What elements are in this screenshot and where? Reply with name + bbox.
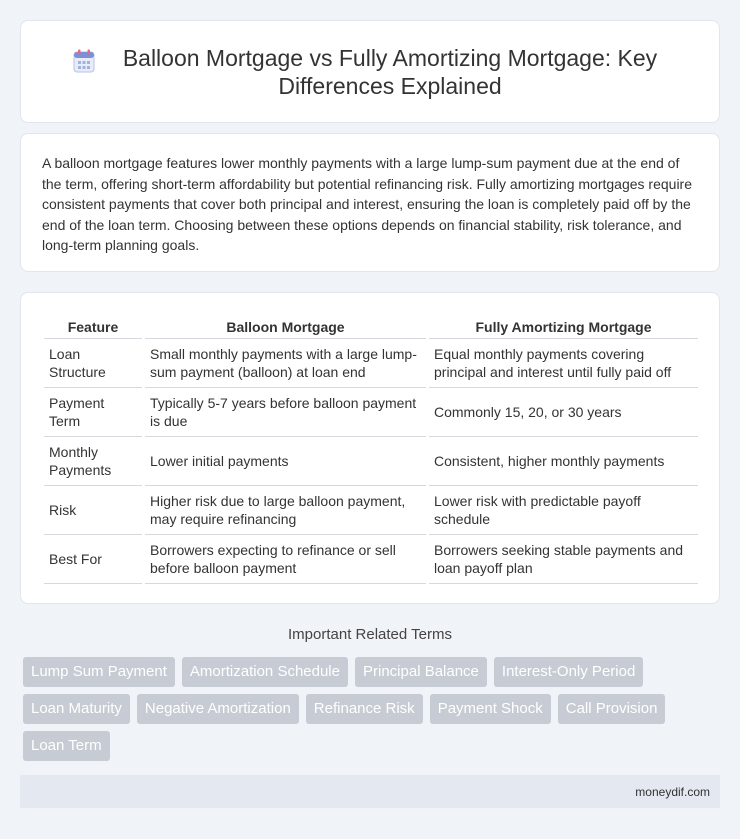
related-term-tag[interactable]: Payment Shock (430, 694, 551, 724)
amortizing-cell: Commonly 15, 20, or 30 years (429, 387, 698, 436)
header-amortizing: Fully Amortizing Mortgage (429, 314, 698, 338)
related-term-tag[interactable]: Lump Sum Payment (23, 657, 175, 687)
related-term-tag[interactable]: Amortization Schedule (182, 657, 348, 687)
footer (20, 775, 720, 808)
title-card (20, 20, 720, 123)
balloon-cell: Small monthly payments with a large lump-sum payment (balloon) at loan end (145, 338, 426, 387)
related-terms-heading: Important Related Terms (288, 626, 452, 643)
amortizing-cell: Consistent, higher monthly payments (429, 436, 698, 485)
table-row (44, 436, 698, 485)
related-term-tag[interactable]: Refinance Risk (306, 694, 423, 724)
feature-cell: Loan Structure (44, 338, 142, 387)
balloon-cell: Borrowers expecting to refinance or sell before balloon payment (145, 534, 426, 583)
related-term-tag[interactable]: Negative Amortization (137, 694, 299, 724)
related-term-tag[interactable]: Interest-Only Period (494, 657, 643, 687)
related-term-tag[interactable]: Loan Term (23, 731, 110, 761)
header-feature: Feature (44, 314, 142, 338)
amortizing-cell: Borrowers seeking stable payments and loan payoff plan (429, 534, 698, 583)
footer-site-name[interactable]: moneydif.com (635, 785, 710, 799)
table-header-row (44, 314, 698, 338)
feature-cell: Monthly Payments (44, 436, 142, 485)
feature-cell: Risk (44, 485, 142, 534)
amortizing-cell: Equal monthly payments covering principal and interest until fully paid off (429, 338, 698, 387)
comparison-table-card (20, 292, 720, 604)
header-balloon: Balloon Mortgage (145, 314, 426, 338)
balloon-cell: Higher risk due to large balloon payment, may require refinancing (145, 485, 426, 534)
amortizing-cell: Lower risk with predictable payoff schedule (429, 485, 698, 534)
feature-cell: Best For (44, 534, 142, 583)
related-term-tag[interactable]: Call Provision (558, 694, 666, 724)
page-title: Balloon Mortgage vs Fully Amortizing Mortgage: Key Differences Explained (122, 45, 658, 99)
related-terms-list (23, 657, 713, 761)
intro-card (20, 133, 720, 272)
table-row (44, 485, 698, 534)
table-row (44, 534, 698, 583)
table-row (44, 338, 698, 387)
related-term-tag[interactable]: Principal Balance (355, 657, 487, 687)
related-term-tag[interactable]: Loan Maturity (23, 694, 130, 724)
balloon-cell: Lower initial payments (145, 436, 426, 485)
intro-paragraph: A balloon mortgage features lower monthly payments with a large lump-sum payment due at the end of the term, offering short-term affordability but potential refinancing risk. Fully amortizing mortgages require consistent payments that cover both principal and interest, ensuring the loan is completely paid off by the end of the loan term. Choosing between these options depends on financial stability, risk tolerance, and long-term planning goals. (42, 155, 693, 253)
balloon-cell: Typically 5-7 years before balloon payment is due (145, 387, 426, 436)
comparison-table (44, 314, 698, 584)
table-row (44, 387, 698, 436)
feature-cell: Payment Term (44, 387, 142, 436)
